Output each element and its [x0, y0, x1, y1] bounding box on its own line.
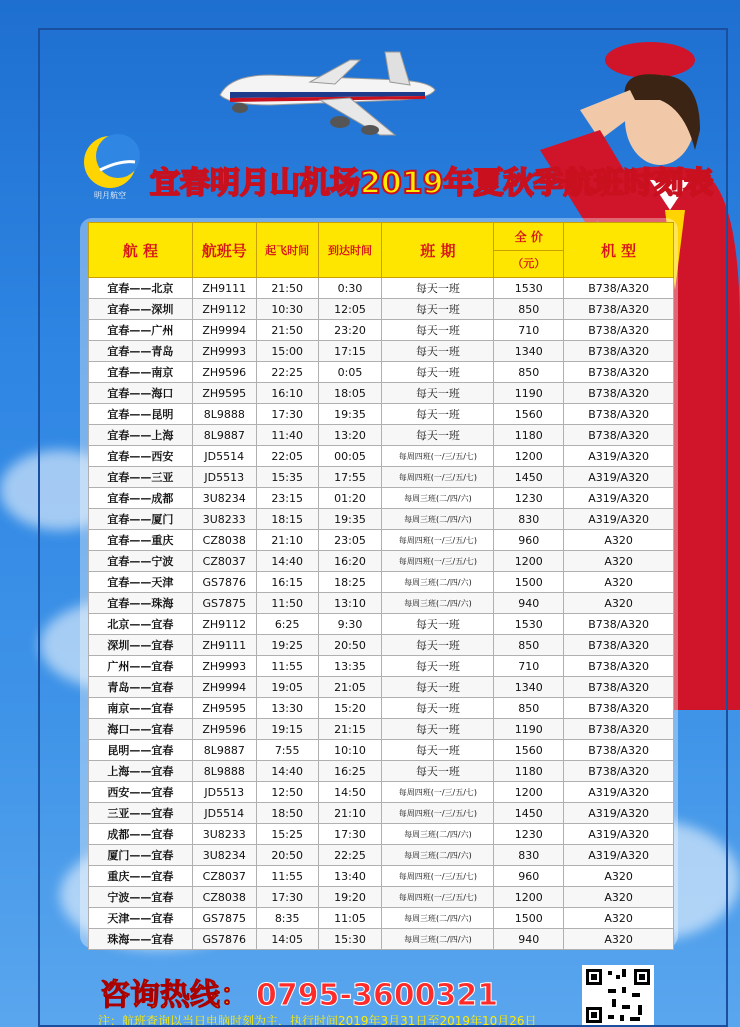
- aircraft-type-cell: A320: [564, 551, 674, 572]
- header-schedule: 班 期: [382, 223, 494, 278]
- route-cell: 重庆——宜春: [89, 866, 193, 887]
- table-row: [89, 845, 674, 866]
- departure-time-cell: 10:30: [256, 299, 318, 320]
- arrival-time-cell: 00:05: [318, 446, 382, 467]
- price-cell: 830: [494, 509, 564, 530]
- schedule-cell: 每周三班(二/四/六): [382, 488, 494, 509]
- flight-number-cell: 3U8234: [192, 845, 256, 866]
- table-row: [89, 509, 674, 530]
- schedule-cell: 每周三班(二/四/六): [382, 929, 494, 950]
- departure-time-cell: 14:40: [256, 551, 318, 572]
- arrival-time-cell: 21:15: [318, 719, 382, 740]
- route-cell: 深圳——宜春: [89, 635, 193, 656]
- departure-time-cell: 21:50: [256, 320, 318, 341]
- arrival-time-cell: 23:05: [318, 530, 382, 551]
- price-cell: 1180: [494, 425, 564, 446]
- schedule-cell: 每天一班: [382, 404, 494, 425]
- arrival-time-cell: 19:35: [318, 509, 382, 530]
- schedule-cell: 每天一班: [382, 614, 494, 635]
- departure-time-cell: 21:50: [256, 278, 318, 299]
- table-row: [89, 908, 674, 929]
- aircraft-type-cell: A319/A320: [564, 824, 674, 845]
- table-row: [89, 677, 674, 698]
- departure-time-cell: 14:05: [256, 929, 318, 950]
- schedule-cell: 每周四班(一/三/五/七): [382, 446, 494, 467]
- departure-time-cell: 17:30: [256, 404, 318, 425]
- arrival-time-cell: 23:20: [318, 320, 382, 341]
- table-row: [89, 761, 674, 782]
- price-cell: 1190: [494, 383, 564, 404]
- route-cell: 宜春——上海: [89, 425, 193, 446]
- flight-number-cell: 3U8234: [192, 488, 256, 509]
- flight-number-cell: GS7875: [192, 908, 256, 929]
- departure-time-cell: 21:10: [256, 530, 318, 551]
- aircraft-type-cell: A320: [564, 572, 674, 593]
- aircraft-type-cell: B738/A320: [564, 299, 674, 320]
- hotline: [100, 970, 498, 1014]
- flight-number-cell: GS7876: [192, 572, 256, 593]
- flight-number-cell: ZH9596: [192, 719, 256, 740]
- departure-time-cell: 19:25: [256, 635, 318, 656]
- price-cell: 1230: [494, 824, 564, 845]
- price-cell: 1340: [494, 341, 564, 362]
- schedule-cell: 每周四班(一/三/五/七): [382, 467, 494, 488]
- route-cell: 南京——宜春: [89, 698, 193, 719]
- aircraft-type-cell: A319/A320: [564, 467, 674, 488]
- aircraft-type-cell: A319/A320: [564, 509, 674, 530]
- airline-logo: [80, 132, 140, 192]
- price-cell: 1560: [494, 740, 564, 761]
- schedule-cell: 每天一班: [382, 635, 494, 656]
- aircraft-type-cell: B738/A320: [564, 362, 674, 383]
- table-row: [89, 803, 674, 824]
- flight-number-cell: CZ8038: [192, 530, 256, 551]
- price-cell: 1200: [494, 887, 564, 908]
- flight-number-cell: JD5514: [192, 446, 256, 467]
- schedule-cell: 每周四班(一/三/五/七): [382, 803, 494, 824]
- route-cell: 宜春——海口: [89, 383, 193, 404]
- flight-number-cell: ZH9112: [192, 299, 256, 320]
- departure-time-cell: 14:40: [256, 761, 318, 782]
- hotline-number: 0795-3600321: [256, 978, 499, 1013]
- aircraft-type-cell: B738/A320: [564, 698, 674, 719]
- header-price-unit: （元）: [512, 256, 546, 270]
- arrival-time-cell: 0:30: [318, 278, 382, 299]
- table-row: [89, 530, 674, 551]
- table-row: [89, 404, 674, 425]
- flight-number-cell: JD5514: [192, 803, 256, 824]
- aircraft-type-cell: B738/A320: [564, 425, 674, 446]
- header-departure: 起飞时间: [256, 223, 318, 278]
- departure-time-cell: 15:00: [256, 341, 318, 362]
- route-cell: 宜春——重庆: [89, 530, 193, 551]
- aircraft-type-cell: B738/A320: [564, 341, 674, 362]
- flight-number-cell: GS7875: [192, 593, 256, 614]
- flight-number-cell: 3U8233: [192, 824, 256, 845]
- departure-time-cell: 22:05: [256, 446, 318, 467]
- price-cell: 830: [494, 845, 564, 866]
- flight-number-cell: CZ8037: [192, 551, 256, 572]
- price-cell: 940: [494, 929, 564, 950]
- schedule-cell: 每周四班(一/三/五/七): [382, 782, 494, 803]
- price-cell: 850: [494, 698, 564, 719]
- table-row: [89, 740, 674, 761]
- aircraft-type-cell: A319/A320: [564, 803, 674, 824]
- aircraft-type-cell: A319/A320: [564, 782, 674, 803]
- departure-time-cell: 8:35: [256, 908, 318, 929]
- flight-number-cell: 8L9887: [192, 425, 256, 446]
- route-cell: 宜春——成都: [89, 488, 193, 509]
- flight-number-cell: JD5513: [192, 782, 256, 803]
- route-cell: 宜春——广州: [89, 320, 193, 341]
- table-row: [89, 635, 674, 656]
- arrival-time-cell: 13:40: [318, 866, 382, 887]
- price-cell: 1190: [494, 719, 564, 740]
- arrival-time-cell: 20:50: [318, 635, 382, 656]
- price-cell: 1500: [494, 572, 564, 593]
- departure-time-cell: 16:15: [256, 572, 318, 593]
- hotline-label: 咨询热线：: [100, 978, 250, 1013]
- route-cell: 海口——宜春: [89, 719, 193, 740]
- price-cell: 1200: [494, 446, 564, 467]
- price-cell: 710: [494, 320, 564, 341]
- table-row: [89, 488, 674, 509]
- arrival-time-cell: 18:25: [318, 572, 382, 593]
- schedule-cell: 每天一班: [382, 362, 494, 383]
- route-cell: 宜春——青岛: [89, 341, 193, 362]
- arrival-time-cell: 16:25: [318, 761, 382, 782]
- table-row: [89, 572, 674, 593]
- aircraft-type-cell: A319/A320: [564, 488, 674, 509]
- schedule-cell: 每周三班(二/四/六): [382, 845, 494, 866]
- schedule-cell: 每周四班(一/三/五/七): [382, 530, 494, 551]
- price-cell: 710: [494, 656, 564, 677]
- price-cell: 960: [494, 530, 564, 551]
- schedule-cell: 每天一班: [382, 677, 494, 698]
- route-cell: 宜春——珠海: [89, 593, 193, 614]
- schedule-cell: 每天一班: [382, 719, 494, 740]
- price-cell: 1450: [494, 803, 564, 824]
- route-cell: 宜春——南京: [89, 362, 193, 383]
- aircraft-type-cell: A320: [564, 887, 674, 908]
- departure-time-cell: 20:50: [256, 845, 318, 866]
- route-cell: 昆明——宜春: [89, 740, 193, 761]
- arrival-time-cell: 12:05: [318, 299, 382, 320]
- flight-number-cell: 8L9888: [192, 761, 256, 782]
- schedule-cell: 每周四班(一/三/五/七): [382, 887, 494, 908]
- departure-time-cell: 11:55: [256, 656, 318, 677]
- departure-time-cell: 11:50: [256, 593, 318, 614]
- flight-number-cell: CZ8038: [192, 887, 256, 908]
- route-cell: 珠海——宜春: [89, 929, 193, 950]
- departure-time-cell: 11:40: [256, 425, 318, 446]
- header-route: 航 程: [89, 223, 193, 278]
- aircraft-type-cell: A320: [564, 530, 674, 551]
- arrival-time-cell: 17:55: [318, 467, 382, 488]
- arrival-time-cell: 21:10: [318, 803, 382, 824]
- table-row: [89, 656, 674, 677]
- schedule-cell: 每周三班(二/四/六): [382, 593, 494, 614]
- flight-schedule-table: [88, 222, 674, 950]
- price-cell: 940: [494, 593, 564, 614]
- price-cell: 1340: [494, 677, 564, 698]
- schedule-cell: 每周三班(二/四/六): [382, 908, 494, 929]
- route-cell: 宜春——天津: [89, 572, 193, 593]
- aircraft-type-cell: A319/A320: [564, 446, 674, 467]
- airline-logo-text: 明月航空: [94, 191, 126, 200]
- flight-number-cell: JD5513: [192, 467, 256, 488]
- flight-number-cell: 8L9887: [192, 740, 256, 761]
- aircraft-type-cell: A320: [564, 908, 674, 929]
- price-cell: 1450: [494, 467, 564, 488]
- price-cell: 1180: [494, 761, 564, 782]
- flight-number-cell: ZH9595: [192, 383, 256, 404]
- schedule-cell: 每天一班: [382, 278, 494, 299]
- table-row: [89, 593, 674, 614]
- departure-time-cell: 22:25: [256, 362, 318, 383]
- arrival-time-cell: 17:15: [318, 341, 382, 362]
- route-cell: 成都——宜春: [89, 824, 193, 845]
- flight-number-cell: ZH9994: [192, 320, 256, 341]
- footer-note: 注：航班查询以当日电脑时刻为主，执行时间2019年3月31日至2019年10月26日: [98, 1014, 537, 1027]
- route-cell: 三亚——宜春: [89, 803, 193, 824]
- schedule-cell: 每天一班: [382, 656, 494, 677]
- arrival-time-cell: 13:20: [318, 425, 382, 446]
- route-cell: 宜春——北京: [89, 278, 193, 299]
- price-cell: 850: [494, 362, 564, 383]
- header-price-label: 全 价: [494, 224, 563, 251]
- arrival-time-cell: 16:20: [318, 551, 382, 572]
- route-cell: 北京——宜春: [89, 614, 193, 635]
- route-cell: 宜春——厦门: [89, 509, 193, 530]
- schedule-cell: 每周四班(一/三/五/七): [382, 866, 494, 887]
- arrival-time-cell: 13:10: [318, 593, 382, 614]
- flight-number-cell: 3U8233: [192, 509, 256, 530]
- route-cell: 广州——宜春: [89, 656, 193, 677]
- departure-time-cell: 18:15: [256, 509, 318, 530]
- table-row: [89, 929, 674, 950]
- arrival-time-cell: 19:35: [318, 404, 382, 425]
- aircraft-type-cell: A320: [564, 593, 674, 614]
- arrival-time-cell: 10:10: [318, 740, 382, 761]
- departure-time-cell: 6:25: [256, 614, 318, 635]
- price-cell: 960: [494, 866, 564, 887]
- arrival-time-cell: 0:05: [318, 362, 382, 383]
- flight-number-cell: ZH9595: [192, 698, 256, 719]
- arrival-time-cell: 14:50: [318, 782, 382, 803]
- price-cell: 1530: [494, 614, 564, 635]
- departure-time-cell: 7:55: [256, 740, 318, 761]
- departure-time-cell: 15:25: [256, 824, 318, 845]
- table-row: [89, 341, 674, 362]
- route-cell: 宜春——西安: [89, 446, 193, 467]
- schedule-cell: 每天一班: [382, 299, 494, 320]
- flight-number-cell: ZH9596: [192, 362, 256, 383]
- aircraft-type-cell: A320: [564, 866, 674, 887]
- departure-time-cell: 13:30: [256, 698, 318, 719]
- aircraft-type-cell: B738/A320: [564, 719, 674, 740]
- schedule-cell: 每天一班: [382, 425, 494, 446]
- route-cell: 宜春——昆明: [89, 404, 193, 425]
- price-cell: 1230: [494, 488, 564, 509]
- route-cell: 青岛——宜春: [89, 677, 193, 698]
- aircraft-type-cell: B738/A320: [564, 740, 674, 761]
- arrival-time-cell: 9:30: [318, 614, 382, 635]
- table-row: [89, 446, 674, 467]
- schedule-cell: 每天一班: [382, 740, 494, 761]
- departure-time-cell: 23:15: [256, 488, 318, 509]
- aircraft-type-cell: B738/A320: [564, 635, 674, 656]
- schedule-cell: 每天一班: [382, 320, 494, 341]
- schedule-cell: 每周四班(一/三/五/七): [382, 551, 494, 572]
- header-price: [494, 223, 564, 278]
- arrival-time-cell: 15:30: [318, 929, 382, 950]
- table-row: [89, 383, 674, 404]
- aircraft-type-cell: A319/A320: [564, 845, 674, 866]
- schedule-cell: 每周三班(二/四/六): [382, 509, 494, 530]
- table-header-row: [89, 223, 674, 278]
- table-row: [89, 782, 674, 803]
- flight-number-cell: ZH9994: [192, 677, 256, 698]
- route-cell: 宁波——宜春: [89, 887, 193, 908]
- airplane-image: [200, 40, 450, 140]
- price-cell: 1200: [494, 782, 564, 803]
- header-arrival: 到达时间: [318, 223, 382, 278]
- departure-time-cell: 17:30: [256, 887, 318, 908]
- aircraft-type-cell: B738/A320: [564, 320, 674, 341]
- flight-number-cell: ZH9993: [192, 656, 256, 677]
- aircraft-type-cell: B738/A320: [564, 383, 674, 404]
- arrival-time-cell: 17:30: [318, 824, 382, 845]
- arrival-time-cell: 01:20: [318, 488, 382, 509]
- table-row: [89, 719, 674, 740]
- table-row: [89, 614, 674, 635]
- flight-number-cell: ZH9993: [192, 341, 256, 362]
- departure-time-cell: 11:55: [256, 866, 318, 887]
- schedule-cell: 每周三班(二/四/六): [382, 824, 494, 845]
- departure-time-cell: 18:50: [256, 803, 318, 824]
- table-row: [89, 824, 674, 845]
- route-cell: 天津——宜春: [89, 908, 193, 929]
- departure-time-cell: 15:35: [256, 467, 318, 488]
- flight-number-cell: ZH9111: [192, 635, 256, 656]
- table-row: [89, 467, 674, 488]
- price-cell: 850: [494, 299, 564, 320]
- schedule-cell: 每天一班: [382, 383, 494, 404]
- price-cell: 1560: [494, 404, 564, 425]
- arrival-time-cell: 18:05: [318, 383, 382, 404]
- schedule-cell: 每天一班: [382, 698, 494, 719]
- route-cell: 宜春——深圳: [89, 299, 193, 320]
- aircraft-type-cell: B738/A320: [564, 278, 674, 299]
- arrival-time-cell: 11:05: [318, 908, 382, 929]
- arrival-time-cell: 19:20: [318, 887, 382, 908]
- table-row: [89, 698, 674, 719]
- flight-number-cell: ZH9111: [192, 278, 256, 299]
- schedule-cell: 每天一班: [382, 341, 494, 362]
- header-aircraft: 机 型: [564, 223, 674, 278]
- price-cell: 1200: [494, 551, 564, 572]
- departure-time-cell: 16:10: [256, 383, 318, 404]
- price-cell: 1530: [494, 278, 564, 299]
- qr-code-icon: [582, 965, 654, 1027]
- table-row: [89, 278, 674, 299]
- price-cell: 850: [494, 635, 564, 656]
- page-title: 宜春明月山机场2019年夏秋季航班时刻表: [150, 166, 714, 201]
- table-row: [89, 425, 674, 446]
- table-row: [89, 362, 674, 383]
- flight-number-cell: GS7876: [192, 929, 256, 950]
- route-cell: 西安——宜春: [89, 782, 193, 803]
- flight-number-cell: ZH9112: [192, 614, 256, 635]
- header-flight: 航班号: [192, 223, 256, 278]
- arrival-time-cell: 22:25: [318, 845, 382, 866]
- departure-time-cell: 19:15: [256, 719, 318, 740]
- aircraft-type-cell: B738/A320: [564, 761, 674, 782]
- arrival-time-cell: 13:35: [318, 656, 382, 677]
- route-cell: 宜春——三亚: [89, 467, 193, 488]
- schedule-cell: 每天一班: [382, 761, 494, 782]
- departure-time-cell: 19:05: [256, 677, 318, 698]
- flight-number-cell: 8L9888: [192, 404, 256, 425]
- price-cell: 1500: [494, 908, 564, 929]
- route-cell: 上海——宜春: [89, 761, 193, 782]
- table-row: [89, 887, 674, 908]
- aircraft-type-cell: B738/A320: [564, 656, 674, 677]
- table-row: [89, 866, 674, 887]
- table-row: [89, 320, 674, 341]
- table-row: [89, 551, 674, 572]
- route-cell: 厦门——宜春: [89, 845, 193, 866]
- arrival-time-cell: 21:05: [318, 677, 382, 698]
- flight-number-cell: CZ8037: [192, 866, 256, 887]
- schedule-cell: 每周三班(二/四/六): [382, 572, 494, 593]
- departure-time-cell: 12:50: [256, 782, 318, 803]
- aircraft-type-cell: B738/A320: [564, 677, 674, 698]
- table-row: [89, 299, 674, 320]
- arrival-time-cell: 15:20: [318, 698, 382, 719]
- aircraft-type-cell: B738/A320: [564, 404, 674, 425]
- aircraft-type-cell: A320: [564, 929, 674, 950]
- route-cell: 宜春——宁波: [89, 551, 193, 572]
- aircraft-type-cell: B738/A320: [564, 614, 674, 635]
